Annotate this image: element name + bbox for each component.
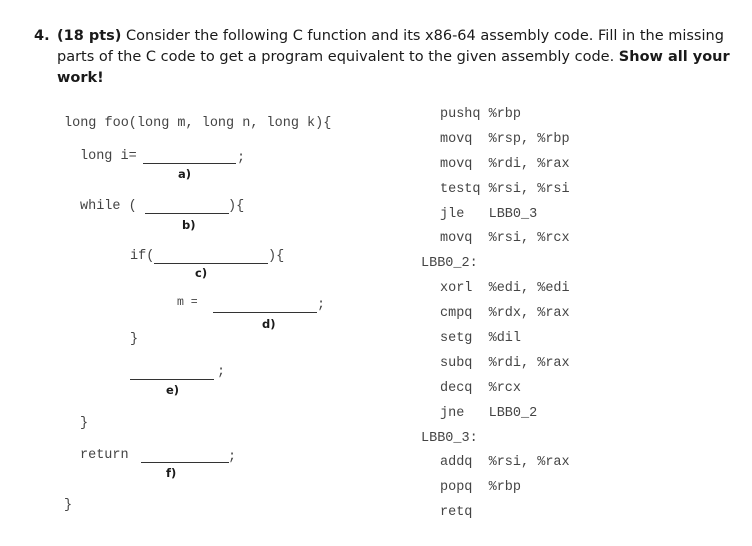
label-b: b) <box>182 218 196 232</box>
question-points: (18 pts) <box>57 28 122 44</box>
m-assign: m = <box>177 296 198 309</box>
decl-i: long i= <box>80 149 137 164</box>
asm-line: retq <box>440 505 473 520</box>
question-text <box>57 26 734 89</box>
asm-line: movq %rdi, %rax <box>440 157 570 172</box>
if-close: ){ <box>268 249 285 264</box>
asm-line: cmpq %rdx, %rax <box>440 306 570 321</box>
semicolon-f: ; <box>228 450 237 465</box>
blank-d[interactable] <box>213 312 317 313</box>
blank-b[interactable] <box>145 213 229 214</box>
asm-line: jle LBB0_3 <box>440 207 538 222</box>
semicolon-e: ; <box>217 365 226 380</box>
function-close-brace: } <box>64 498 73 513</box>
question-header <box>34 26 734 89</box>
label-a: a) <box>178 167 192 181</box>
asm-line: addq %rsi, %rax <box>440 455 570 470</box>
while-close-brace: } <box>80 416 89 431</box>
label-c: c) <box>195 266 208 280</box>
asm-line: decq %rcx <box>440 381 522 396</box>
semicolon-d: ; <box>317 298 326 313</box>
question-prompt: Consider the following C function and its x86-64 assembly code. Fill in the missing parts of the C code to get a program equivalent to the given assembly code. <box>57 28 724 65</box>
question-emphasis: Show all your work! <box>57 49 730 86</box>
asm-line: testq %rsi, %rsi <box>440 182 570 197</box>
while-keyword: while ( <box>80 199 137 214</box>
asm-line: subq %rdi, %rax <box>440 356 570 371</box>
if-keyword: if( <box>130 249 155 264</box>
asm-label: LBB0_3: <box>421 431 478 446</box>
function-signature: long foo(long m, long n, long k){ <box>64 116 332 131</box>
asm-line: pushq %rbp <box>440 107 522 122</box>
if-close-brace: } <box>130 332 139 347</box>
label-e: e) <box>166 383 180 397</box>
asm-line: xorl %edi, %edi <box>440 281 570 296</box>
blank-e[interactable] <box>130 379 214 380</box>
blank-f[interactable] <box>141 462 229 463</box>
asm-line: jne LBB0_2 <box>440 406 538 421</box>
asm-line: setg %dil <box>440 331 522 346</box>
while-close: ){ <box>228 199 245 214</box>
label-f: f) <box>166 466 177 480</box>
asm-label: LBB0_2: <box>421 256 478 271</box>
asm-line: movq %rsp, %rbp <box>440 132 570 147</box>
return-keyword: return <box>80 448 129 463</box>
label-d: d) <box>262 317 276 331</box>
blank-c[interactable] <box>154 263 268 264</box>
blank-a[interactable] <box>143 163 236 164</box>
semicolon-a: ; <box>237 151 246 166</box>
asm-line: popq %rbp <box>440 480 522 495</box>
asm-line: movq %rsi, %rcx <box>440 231 570 246</box>
question-number: 4. <box>34 28 50 44</box>
